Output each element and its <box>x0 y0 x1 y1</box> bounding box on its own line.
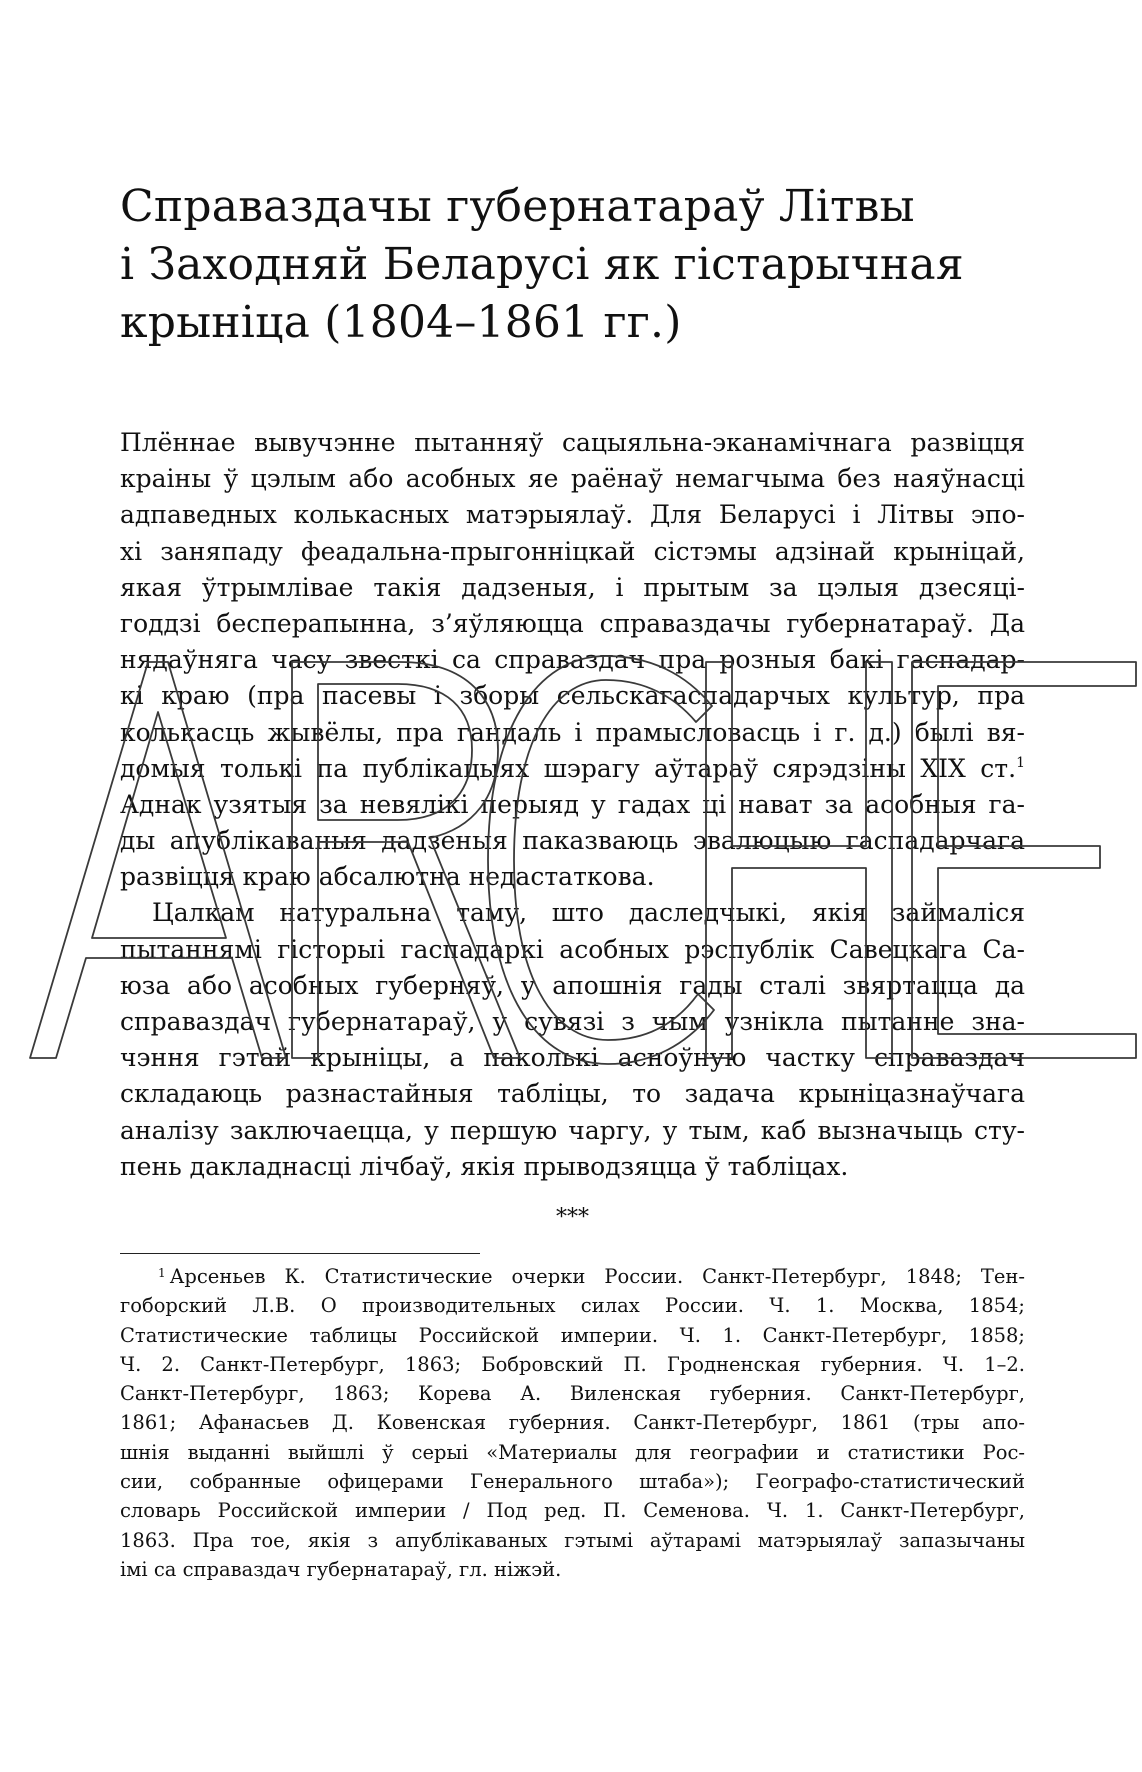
footnote-line: шнія выданні выйшлі ў серыі «Материалы для географии и статистики Рос- <box>120 1440 1025 1464</box>
title-line: і Заходняй Беларусі як гістарычная <box>120 239 964 290</box>
title-line: Справаздачы губернатараў Літвы <box>120 181 915 232</box>
text-line: Плённае вывучэнне пытанняў сацыяльна-эканамічнага развіцця <box>120 428 1025 457</box>
text-line: кі краю (пра пасевы і зборы сельскагаспадарчых культур, пра <box>120 681 1025 711</box>
text-line: ды апублікаваныя дадзеныя паказваюць эвалюцыю гаспадарчага <box>120 826 1025 856</box>
text-line: складаюць разнастайныя табліцы, то задача крыніцазнаўчага <box>120 1079 1025 1109</box>
footnote-line: 1861; Афанасьев Д. Ковенская губерния. Санкт-Петербург, 1861 (тры апо- <box>120 1411 1025 1435</box>
paragraph-2 <box>120 895 1025 1185</box>
footnote-line: Санкт-Петербург, 1863; Корева А. Виленская губерния. Санкт-Петербург, <box>120 1382 1025 1406</box>
text-line: пень дакладнасці лічбаў, якія прыводзяцца ў табліцах. <box>120 1151 849 1181</box>
footnote-line: Статистические таблицы Российской империи. Ч. 1. Санкт-Петербург, 1858; <box>120 1323 1025 1347</box>
text-line: Аднак узятыя за невялікі перыяд у гадах ці нават за асобныя га- <box>120 789 1025 819</box>
article-body <box>120 425 1025 1185</box>
footnote-rule <box>120 1253 480 1254</box>
title-line: крыніца (1804–1861 гг.) <box>120 297 682 348</box>
footnote-text: Арсеньев К. Статистические очерки России. Санкт-Петербург, 1848; Тен- <box>169 1265 1025 1288</box>
text-line: годдзі бесперапынна, з’яўляюцца справаздачы губернатараў. Да <box>120 608 1025 638</box>
text-line: развіцця краю абсалютна недастаткова. <box>120 862 655 892</box>
text-line: нядаўняга часу звесткі са справаздач пра розныя бакі гаспадар- <box>120 645 1025 675</box>
footnote-line <box>120 1262 1025 1291</box>
text-line: краіны ў цэлым або асобных яе раёнаў немагчыма без наяўнасці <box>120 464 1025 494</box>
footnote-line: сии, собранные офицерами Генерального штаба»); Географо-статистический <box>120 1470 1025 1494</box>
footnote-line: імі са справаздач губернатараў, гл. ніжэй. <box>120 1557 562 1581</box>
paragraph-1 <box>120 425 1025 895</box>
text-line: юза або асобных губерняў, у апошнія гады сталі звяртацца да <box>120 970 1025 1000</box>
text-line: колькасць жывёлы, пра гандаль і прамысловасць і г. д.) былі вя- <box>120 717 1025 747</box>
page <box>120 0 1025 1772</box>
text-line: аналізу заключаецца, у першую чаргу, у тым, каб вызначыць сту- <box>120 1115 1025 1145</box>
text-line: справаздач губернатараў, у сувязі з чым узнікла пытанне зна- <box>120 1007 1025 1036</box>
text-line: пытаннямі гісторыі гаспадаркі асобных рэспублік Савецкага Са- <box>120 934 1025 964</box>
text-line: якая ўтрымлівае такія дадзеныя, і прытым за цэлыя дзесяці- <box>120 572 1025 602</box>
footnote-line: 1863. Пра тое, якія з апублікаваных гэтымі аўтарамі матэрыялаў запазычаны <box>120 1528 1025 1552</box>
text-line-with-footnote-ref <box>120 751 1025 787</box>
footnote-line: гоборский Л.В. О производительных силах России. Ч. 1. Москва, 1854; <box>120 1294 1025 1318</box>
footnote-reference[interactable]: 1 <box>1016 754 1025 771</box>
footnote-marker: 1 <box>158 1266 166 1280</box>
text-line: Цалкам натуральна таму, што даследчыкі, якія займаліся <box>152 898 1025 928</box>
footnote-line: словарь Российской империи / Под ред. П. Семенова. Ч. 1. Санкт-Петербург, <box>120 1499 1025 1523</box>
text-line: хі заняпаду феадальна-прыгонніцкай сістэмы адзінай крыніцай, <box>120 536 1025 566</box>
footnote <box>120 1262 1025 1584</box>
text-line: чэння гэтай крыніцы, а паколькі асноўную частку справаздач <box>120 1043 1025 1073</box>
text-line: домыя толькі па публікацыях шэрагу аўтараў сярэдзіны XIX ст. <box>120 753 1017 783</box>
article-title <box>120 178 1025 352</box>
text-line: адпаведных колькасных матэрыялаў. Для Беларусі і Літвы эпо- <box>120 500 1025 530</box>
section-separator: *** <box>556 1205 589 1230</box>
footnote-line: Ч. 2. Санкт-Петербург, 1863; Бобровский П. Гродненская губерния. Ч. 1–2. <box>120 1352 1025 1376</box>
